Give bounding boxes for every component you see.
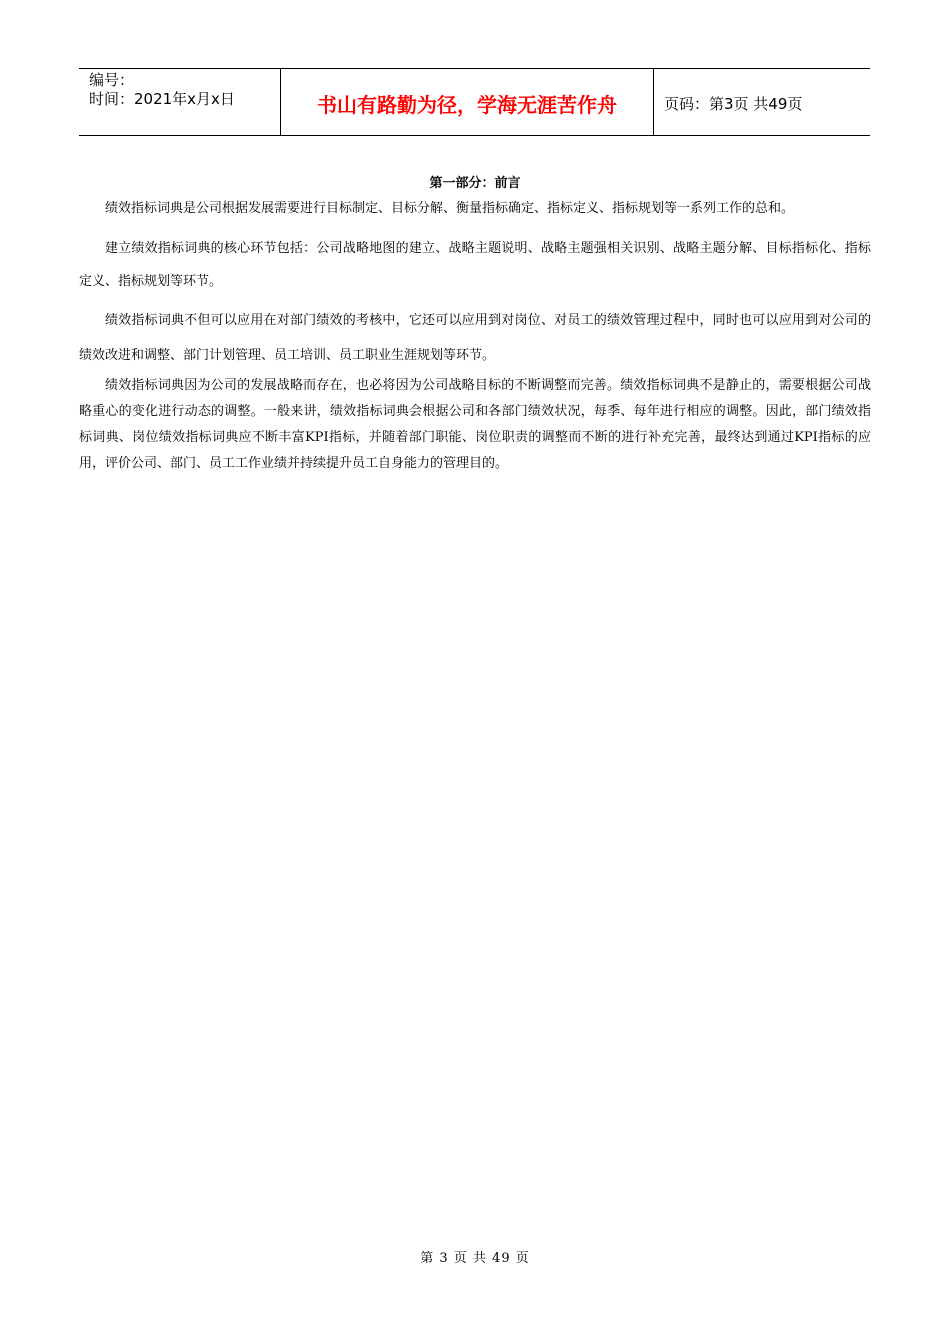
paragraph-4: 绩效指标词典因为公司的发展战略而存在，也必将因为公司战略目标的不断调整而完善。绩效指标词典不是静止的，需要根据公司战略重心的变化进行动态的调整。一般来讲，绩效指标词典会根据公司和各部门绩效状况，每季、每年进行相应的调整。因此，部门绩效指标词典、岗位绩效指标词典应不断丰富KPI指标，并随着部门职能、岗位职责的调整而不断的进行补充完善，最终达到通过KPI指标的应用，评价公司、部门、员工工作业绩并持续提升员工自身能力的管理目的。 <box>79 378 871 471</box>
header-meta-cell <box>79 69 281 135</box>
header-table <box>79 68 870 136</box>
paragraph-3: 绩效指标词典不但可以应用在对部门绩效的考核中，它还可以应用到对岗位、对员工的绩效管理过程中，同时也可以应用到对公司的绩效改进和调整、部门计划管理、员工培训、员工职业生涯规划等环节。 <box>79 313 871 363</box>
section-title: 第一部分：前言 <box>429 176 521 191</box>
header-motto: 书山有路勤为径，学海无涯苦作舟 <box>281 69 654 135</box>
page-footer: 第 3 页 共 49 页 <box>420 1251 530 1266</box>
header-page-info: 页码：第3页 共49页 <box>664 94 803 113</box>
paragraph-1: 绩效指标词典是公司根据发展需要进行目标制定、目标分解、衡量指标确定、指标定义、指标规划等一系列工作的总和。 <box>105 201 795 216</box>
paragraph-2: 建立绩效指标词典的核心环节包括：公司战略地图的建立、战略主题说明、战略主题强相关识别、战略主题分解、目标指标化、指标定义、指标规划等环节。 <box>79 241 871 289</box>
document-number-label: 编号： <box>89 71 135 89</box>
document-date: 时间：2021年x月x日 <box>89 90 235 108</box>
